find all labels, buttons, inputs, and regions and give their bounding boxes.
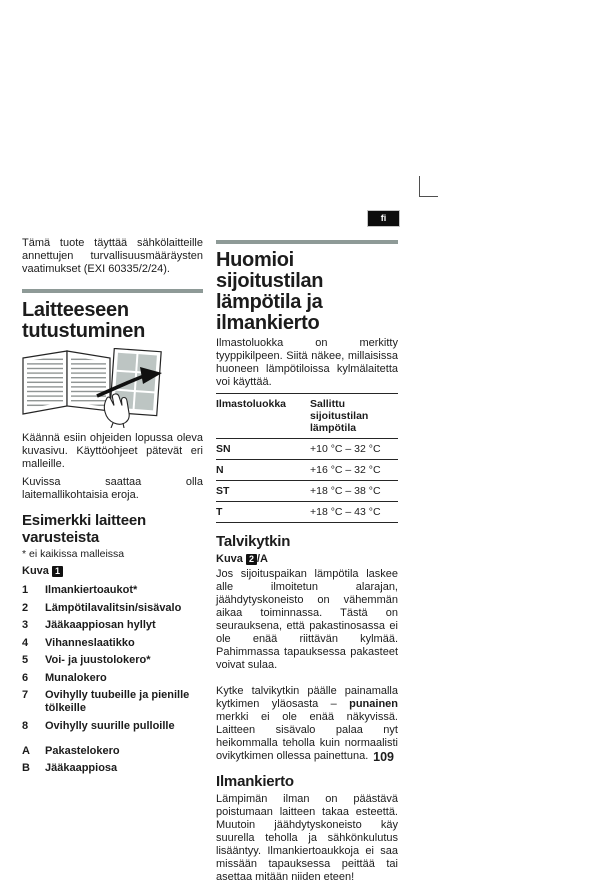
title-line: tutustuminen xyxy=(22,320,146,342)
winter-switch-paragraph-1: Jos sijoituspaikan lämpötila laskee alle ilmoitetun alarajan, jäähdytyskoneisto on vähemmän aikaa toiminnassa. Tästä on seurauksena, että pakastinosassa ei ole enää riittävän kylmää. Pahimmassa tapauksessa pakasteet voivat sulaa. xyxy=(216,568,398,671)
table-header-climate-class: Ilmastoluokka xyxy=(216,398,287,410)
list-item xyxy=(22,637,203,650)
section-title-equipment-example xyxy=(22,512,203,546)
list-item-key: B xyxy=(22,762,30,774)
list-item-key: 3 xyxy=(22,619,29,631)
list-item xyxy=(22,745,203,758)
foldout-instruction-paragraph: Käännä esiin ohjeiden lopussa oleva kuvasivu. Käyttöohjeet pätevät eri malleille. xyxy=(22,432,203,470)
paragraph-text: Kytke talvikytkin päälle painamalla kytkimen yläosasta – xyxy=(216,685,398,710)
table-cell-temperature-range: +18 °C – 43 °C xyxy=(310,506,381,518)
hand-icon xyxy=(104,394,129,428)
manual-foldout-illustration xyxy=(21,348,173,428)
section-rule xyxy=(216,240,398,244)
right-column xyxy=(216,240,398,884)
table-cell-class-code: SN xyxy=(216,443,231,455)
figure-label: Kuva xyxy=(216,553,243,565)
title-line: Huomioi sijoitustilan xyxy=(216,249,324,292)
title-line: Laitteeseen xyxy=(22,299,129,321)
list-item xyxy=(22,720,203,733)
list-item-key: A xyxy=(22,744,30,757)
figure-reference-1 xyxy=(22,565,203,578)
title-line: varusteista xyxy=(22,529,100,546)
list-item-label: Ilmankiertoaukot* xyxy=(45,584,138,596)
list-item-label: Jääkaappiosa xyxy=(45,762,118,774)
list-item-key: 7 xyxy=(22,689,29,701)
list-item-label: Ovihylly suurille pulloille xyxy=(45,719,175,732)
table-cell-temperature-range: +18 °C – 38 °C xyxy=(310,485,381,497)
list-item xyxy=(22,654,203,667)
air-circulation-paragraph: Lämpimän ilman on päästävä poistumaan laitteen takaa esteettä. Muutoin jäähdytyskoneisto käy suurella teholla ja sähkönkulutus lisääntyy. Ilmankiertoaukkoja ei saa missään tapauksessa peittää tai asettaa mitään niiden eteen! xyxy=(216,793,398,883)
list-item-label: Vihanneslaatikko xyxy=(45,636,135,649)
figure-label: Kuva xyxy=(22,565,49,577)
table-row xyxy=(216,502,398,523)
list-item xyxy=(22,619,203,632)
paragraph-text: merkki ei ole enää näkyvissä. Laitteen sisävalo palaa nyt heikommalla teholla kuin normaalisti ovikytkimen ollessa painettuna. xyxy=(216,711,398,762)
list-item xyxy=(22,689,203,715)
table-cell-class-code: ST xyxy=(216,485,230,497)
list-item xyxy=(22,584,203,597)
open-booklet-icon xyxy=(23,351,110,414)
list-item-label: Ovihylly tuubeille ja pienille tölkeille xyxy=(45,689,190,714)
highlighted-word: punainen xyxy=(349,698,398,710)
crop-mark-vertical xyxy=(419,176,420,197)
list-item-key: 2 xyxy=(22,601,29,614)
page-number: 109 xyxy=(373,750,394,764)
list-item xyxy=(22,602,203,615)
list-item-label: Lämpötilavalitsin/sisävalo xyxy=(45,601,182,614)
section-title-winter-switch: Talvikytkin xyxy=(216,533,291,550)
list-item-key: 1 xyxy=(22,584,29,596)
section-title-air-circulation: Ilmankierto xyxy=(216,773,294,790)
section-title-getting-to-know xyxy=(22,300,203,342)
list-item-key: 6 xyxy=(22,671,29,684)
figure-number-box: 2 xyxy=(246,554,257,565)
list-item xyxy=(22,672,203,685)
equipment-list xyxy=(22,584,203,775)
table-header-row xyxy=(216,394,398,439)
safety-intro-paragraph: Tämä tuote täyttää sähkölaitteille annettujen turvallisuusmääräysten vaatimukset (EXI 60335/2/24). xyxy=(22,237,203,275)
table-row xyxy=(216,481,398,502)
list-item-key: 4 xyxy=(22,636,29,649)
list-item-key: 8 xyxy=(22,719,29,732)
title-line: lämpötila ja ilmankierto xyxy=(216,291,323,334)
table-cell-class-code: T xyxy=(216,506,223,518)
figure-suffix: /A xyxy=(256,553,268,565)
list-item-key: 5 xyxy=(22,654,29,666)
table-row xyxy=(216,439,398,460)
table-header-allowed-temperature: Sallittu sijoitustilan lämpötila xyxy=(310,398,369,434)
title-line: Esimerkki laitteen xyxy=(22,512,146,529)
section-title-location xyxy=(216,250,398,334)
table-row xyxy=(216,460,398,481)
list-item-label: Jääkaappiosan hyllyt xyxy=(45,619,156,631)
language-badge: fi xyxy=(368,211,399,226)
list-item-label: Munalokero xyxy=(45,671,107,684)
table-cell-temperature-range: +10 °C – 32 °C xyxy=(310,443,381,455)
compartment-letter-list xyxy=(22,745,203,776)
list-item-label: Pakastelokero xyxy=(45,744,120,757)
figure-reference-2 xyxy=(216,553,398,566)
model-difference-paragraph: Kuvissa saattaa olla laitemallikohtaisia eroja. xyxy=(22,476,203,501)
table-cell-temperature-range: +16 °C – 32 °C xyxy=(310,464,381,476)
list-item xyxy=(22,762,203,775)
crop-mark-horizontal xyxy=(419,196,438,197)
climate-class-table xyxy=(216,393,398,523)
left-column xyxy=(22,237,203,780)
asterisk-note: * ei kaikissa malleissa xyxy=(22,548,125,560)
figure-number-box: 1 xyxy=(52,566,63,577)
climate-class-paragraph: Ilmastoluokka on merkitty tyyppikilpeen. Siitä näkee, millaisissa huoneen lämpötiloissa kylmälaitetta voi käyttää. xyxy=(216,337,398,388)
list-item-label: Voi- ja juustolokero* xyxy=(45,654,151,666)
section-rule xyxy=(22,289,203,293)
table-cell-class-code: N xyxy=(216,464,224,476)
